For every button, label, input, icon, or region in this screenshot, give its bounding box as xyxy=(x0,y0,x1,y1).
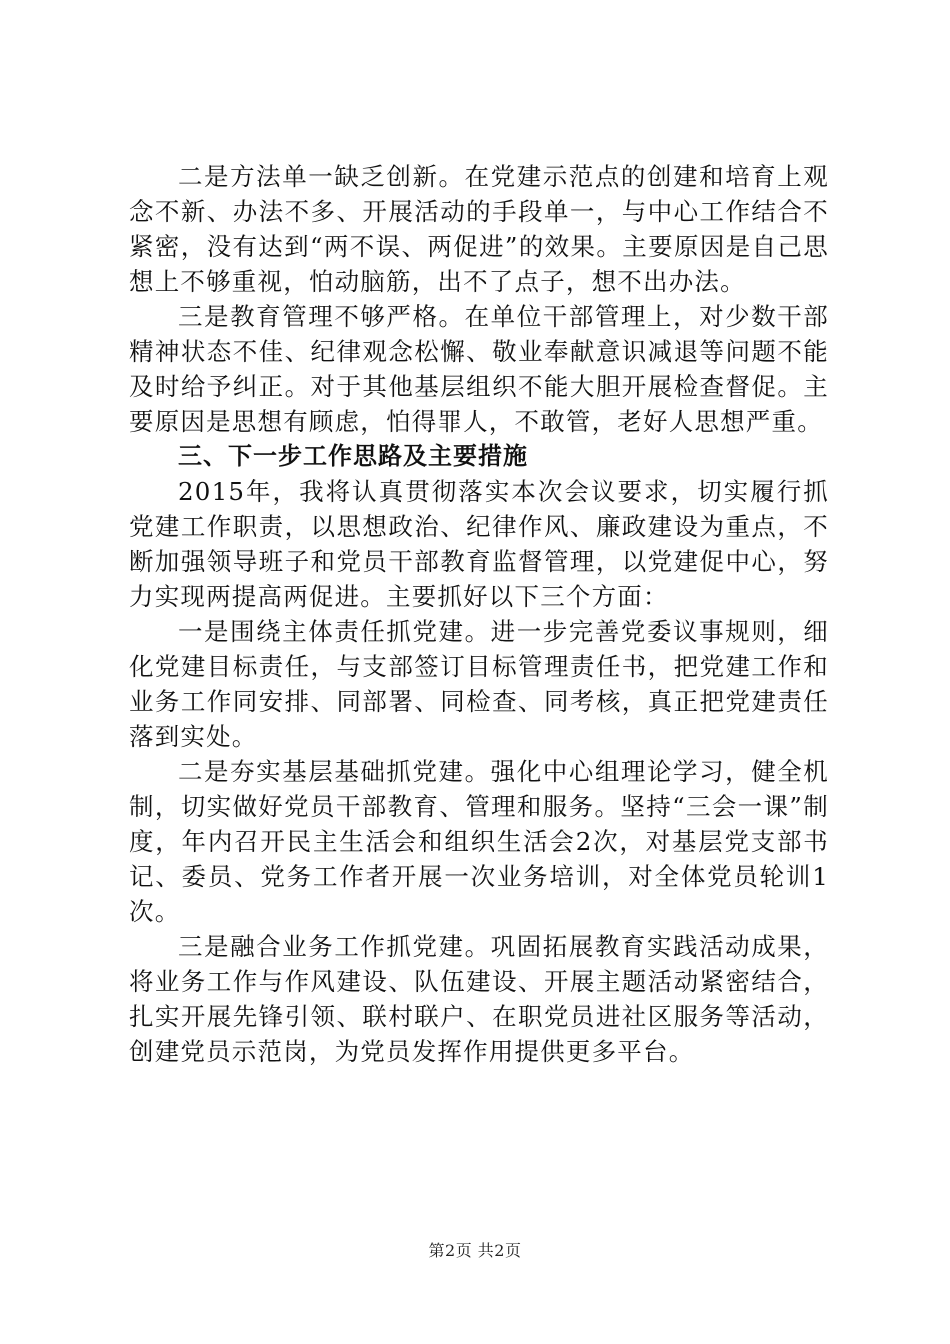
paragraph-2015-plan: 2015年，我将认真贯彻落实本次会议要求，切实履行抓党建工作职责，以思想政治、纪律作风、廉政建设为重点，不断加强领导班子和党员干部教育监督管理，以党建促中心，努力实现两提高两促进。主要抓好以下三个方面： xyxy=(129,477,829,611)
paragraph-main-responsibility: 一是围绕主体责任抓党建。进一步完善党委议事规则，细化党建目标责任，与支部签订目标管理责任书，把党建工作和业务工作同安排、同部署、同检查、同考核，真正把党建责任落到实处。 xyxy=(129,617,829,751)
paragraph-business-integration: 三是融合业务工作抓党建。巩固拓展教育实践活动成果，将业务工作与作风建设、队伍建设、开展主题活动紧密结合，扎实开展先锋引领、联村联户、在职党员进社区服务等活动，创建党员示范岗，为党员发挥作用提供更多平台。 xyxy=(129,932,829,1066)
paragraph-grassroots-foundation: 二是夯实基层基础抓党建。强化中心组理论学习，健全机制，切实做好党员干部教育、管理和服务。坚持“三会一课”制度，年内召开民主生活会和组织生活会2次，对基层党支部书记、委员、党务工作者开展一次业务培训，对全体党员轮训1次。 xyxy=(129,757,829,926)
page-number-footer: 第2页 共2页 xyxy=(428,1241,522,1260)
section-heading-next-steps: 三、下一步工作思路及主要措施 xyxy=(178,442,528,470)
document-body xyxy=(129,159,829,1069)
paragraph-education-management: 三是教育管理不够严格。在单位干部管理上，对少数干部精神状态不佳、纪律观念松懈、敬业奉献意识减退等问题不能及时给予纠正。对于其他基层组织不能大胆开展检查督促。主要原因是思想有顾虑，怕得罪人，不敢管，老好人思想严重。 xyxy=(129,302,829,436)
paragraph-method-innovation: 二是方法单一缺乏创新。在党建示范点的创建和培育上观念不新、办法不多、开展活动的手段单一，与中心工作结合不紧密，没有达到“两不误、两促进”的效果。主要原因是自己思想上不够重视，怕动脑筋，出不了点子，想不出办法。 xyxy=(129,162,829,296)
